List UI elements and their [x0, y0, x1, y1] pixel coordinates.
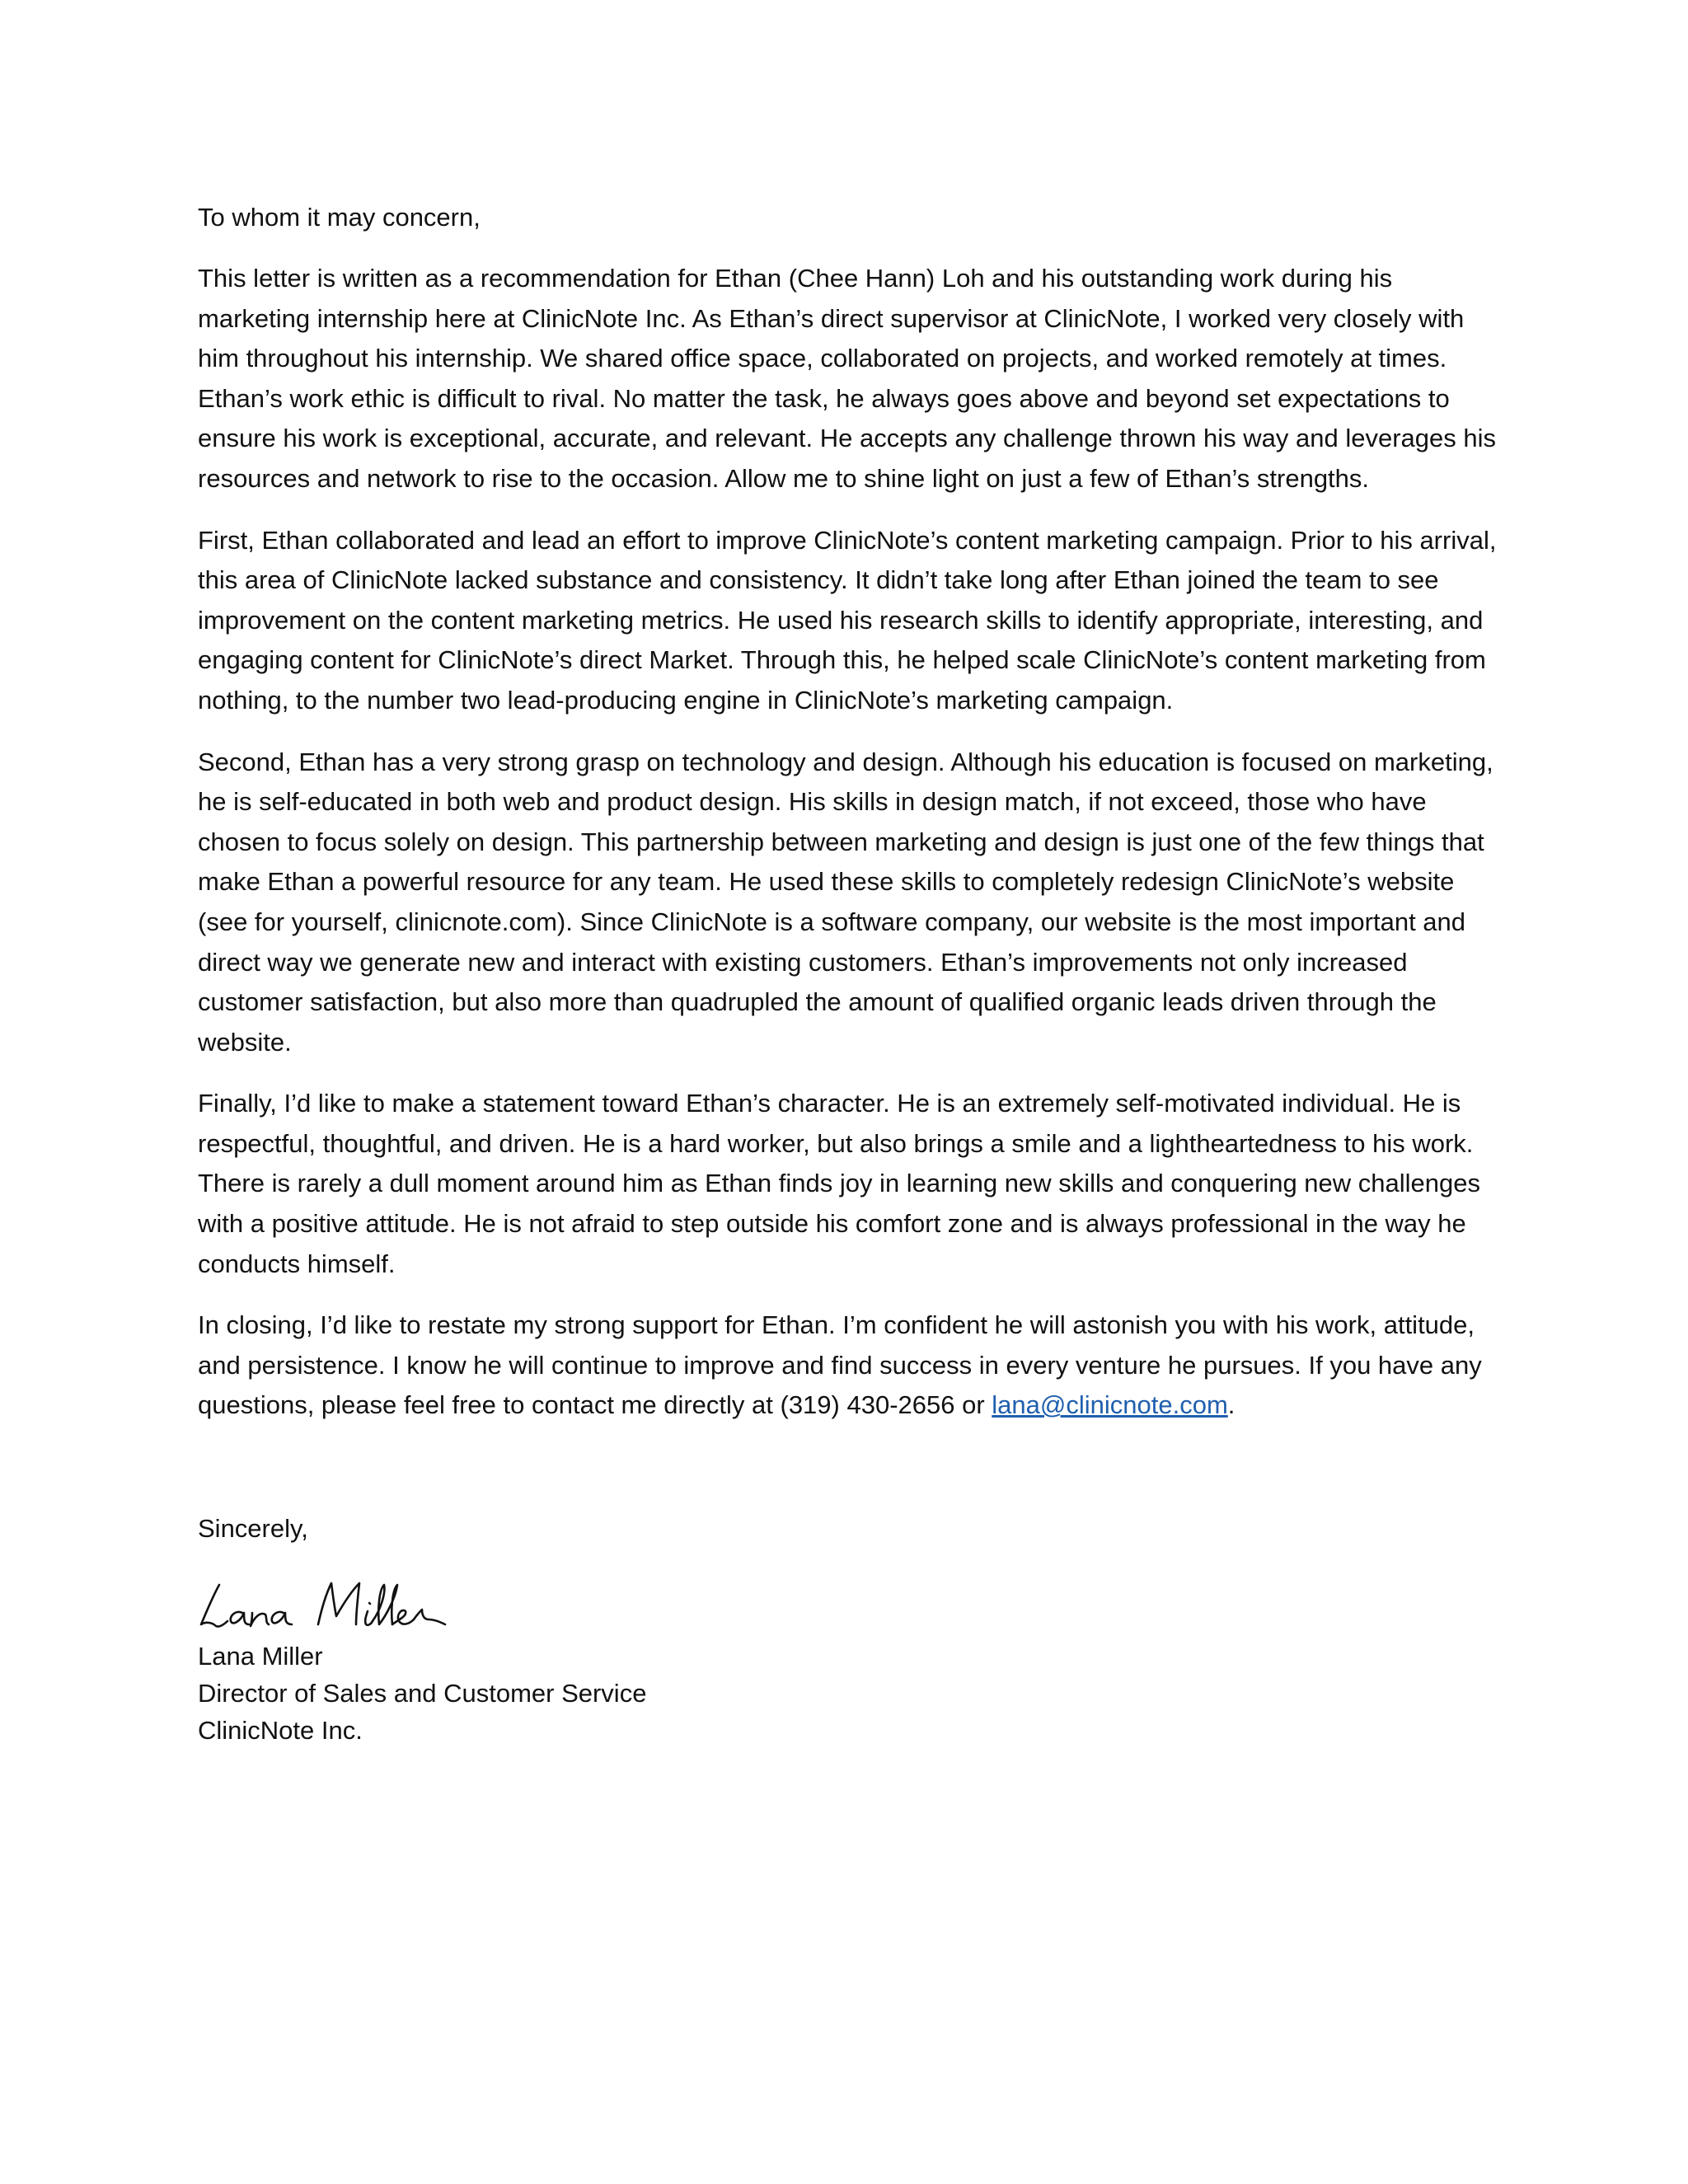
closing-paragraph-period: . [1227, 1390, 1236, 1420]
signer-name: Lana Miller [198, 1642, 323, 1671]
letter-body [198, 198, 1508, 1749]
paragraph-technology-design: Second, Ethan has a very strong grasp on technology and design. Although his education is focused on marketing, he is self-educated in both web and product design. His skills in design match, if not exceed, those who have chosen to focus solely on design. This partnership between marketing and design is just one of the few things that make Ethan a powerful resource for any team. He used these skills to completely redesign ClinicNote’s website (see for yourself, clinicnote.com). Since ClinicNote is a software company, our website is the most important and direct way we generate new and interact with existing customers. Ethan’s improvements not only increased customer satisfaction, but also more than quadrupled the amount of qualified organic leads driven through the website. [198, 747, 1493, 1057]
signer-title: Director of Sales and Customer Service [198, 1679, 647, 1708]
paragraph-closing [198, 1305, 1508, 1426]
paragraph-character: Finally, I’d like to make a statement toward Ethan’s character. He is an extremely self-motivated individual. He is respectful, thoughtful, and driven. He is a hard worker, but also brings a smile and a lightheartedness to his work. There is rarely a dull moment around him as Ethan finds joy in learning new skills and conquering new challenges with a positive attitude. He is not afraid to step outside his comfort zone and is always professional in the way he conducts himself. [198, 1089, 1481, 1278]
closing-paragraph-text: In closing, I’d like to restate my strong support for Ethan. I’m confident he will astonish you with his work, attitude, and persistence. I know he will continue to improve and find success in every venture he pursues. If you have any questions, please feel free to contact me directly at (319) 430-2656 or [198, 1310, 1482, 1420]
paragraph-introduction: This letter is written as a recommendation for Ethan (Chee Hann) Loh and his outstanding work during his marketing internship here at ClinicNote Inc. As Ethan’s direct supervisor at ClinicNote, I worked very closely with him throughout his internship. We shared office space, collaborated on projects, and worked remotely at times. Ethan’s work ethic is difficult to rival. No matter the task, he always goes above and beyond set expectations to ensure his work is exceptional, accurate, and relevant. He accepts any challenge thrown his way and leverages his resources and network to rise to the occasion. Allow me to shine light on just a few of Ethan’s strengths. [198, 264, 1496, 493]
salutation: To whom it may concern, [198, 203, 481, 232]
handwritten-signature [195, 1573, 450, 1633]
signature-block [198, 1638, 1508, 1749]
paragraph-content-marketing: First, Ethan collaborated and lead an effort to improve ClinicNote’s content marketing campaign. Prior to his arrival, this area of ClinicNote lacked substance and consistency. It didn’t take long after Ethan joined the team to see improvement on the content marketing metrics. He used his research skills to identify appropriate, interesting, and engaging content for ClinicNote’s direct Market. Through this, he helped scale ClinicNote’s content marketing from nothing, to the number two lead-producing engine in ClinicNote’s marketing campaign. [198, 525, 1497, 715]
signer-company: ClinicNote Inc. [198, 1716, 363, 1746]
closing-word: Sincerely, [198, 1514, 308, 1544]
email-link[interactable]: lana@clinicnote.com [992, 1390, 1228, 1420]
